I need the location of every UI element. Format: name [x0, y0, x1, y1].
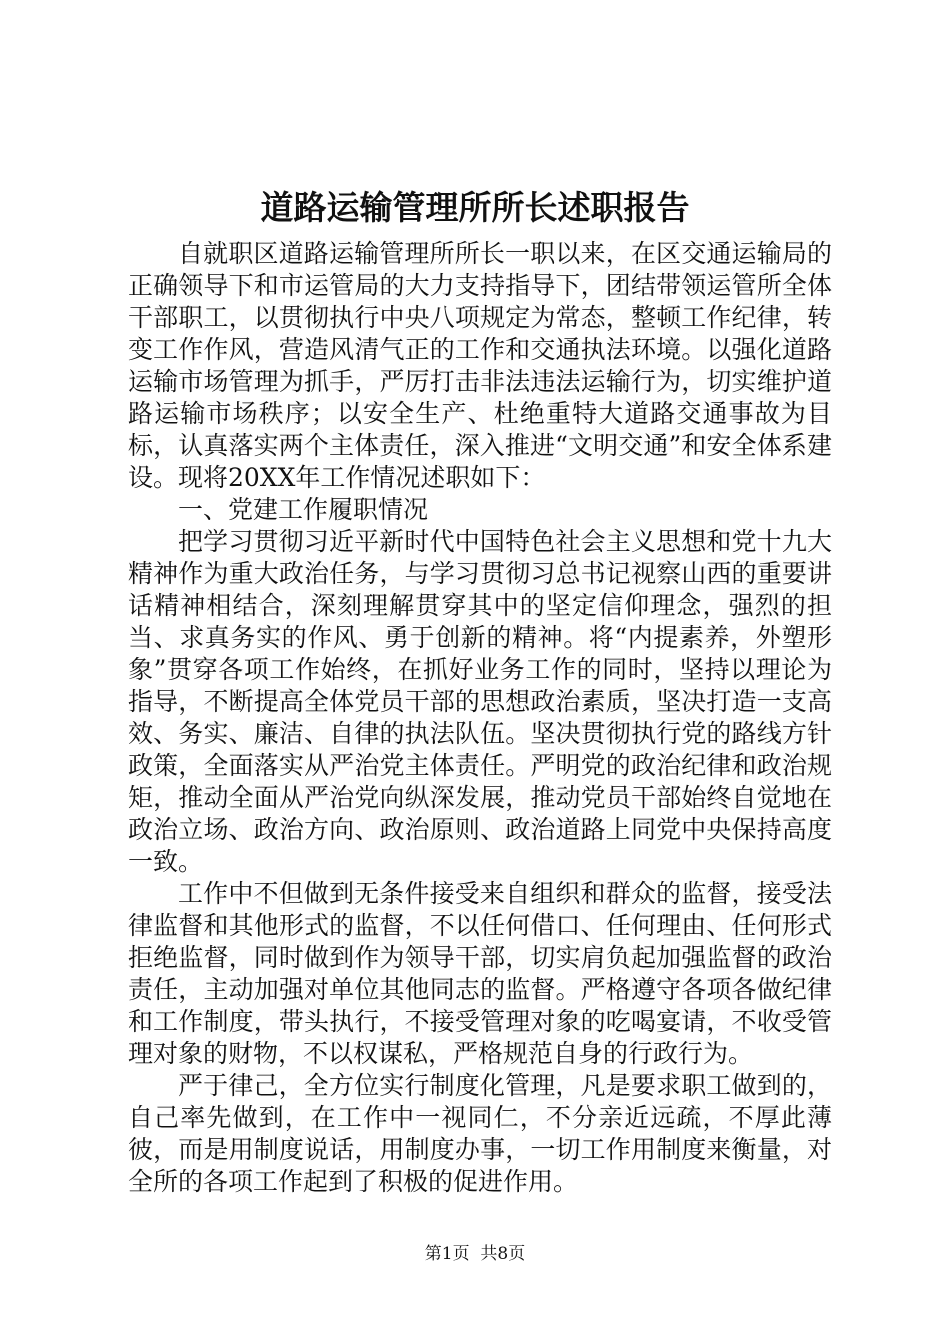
paragraph-supervision: 工作中不但做到无条件接受来自组织和群众的监督，接受法律监督和其他形式的监督，不以任何借口、任何理由、任何形式拒绝监督，同时做到作为领导干部，切实肩负起加强监督的政治责任，主动加强对单位其他同志的监督。严格遵守各项各做纪律和工作制度，带头执行，不接受管理对象的吃喝宴请，不收受管理对象的财物，不以权谋私，严格规范自身的行政行为。 [128, 879, 832, 1068]
paragraph-self-discipline: 严于律己，全方位实行制度化管理，凡是要求职工做到的，自己率先做到，在工作中一视同仁，不分亲近远疏，不厚此薄彼，而是用制度说话，用制度办事，一切工作用制度来衡量，对全所的各项工作起到了积极的促进作用。 [128, 1071, 832, 1196]
paragraph-intro: 自就职区道路运输管理所所长一职以来，在区交通运输局的正确领导下和市运管局的大力支持指导下，团结带领运管所全体干部职工，以贯彻执行中央八项规定为常态，整顿工作纪律，转变工作作风，营造风清气正的工作和交通执法环境。以强化道路运输市场管理为抓手，严厉打击非法违法运输行为，切实维护道路运输市场秩序；以安全生产、杜绝重特大道路交通事故为目标，认真落实两个主体责任，深入推进“文明交通”和安全体系建设。现将20XX年工作情况述职如下： [128, 239, 832, 492]
section-heading-party-building: 一、党建工作履职情况 [178, 495, 429, 524]
document-title: 道路运输管理所所长述职报告 [260, 188, 690, 227]
page-footer: 第1页 共8页 [424, 1244, 526, 1264]
document-body [128, 238, 832, 1198]
paragraph-party-building: 把学习贯彻习近平新时代中国特色社会主义思想和党十九大精神作为重大政治任务，与学习贯彻习总书记视察山西的重要讲话精神相结合，深刻理解贯穿其中的坚定信仰理念，强烈的担当、求真务实的作风、勇于创新的精神。将“内提素养，外塑形象”贯穿各项工作始终，在抓好业务工作的同时，坚持以理论为指导，不断提高全体党员干部的思想政治素质，坚决打造一支高效、务实、廉洁、自律的执法队伍。坚决贯彻执行党的路线方针政策，全面落实从严治党主体责任。严明党的政治纪律和政治规矩，推动全面从严治党向纵深发展，推动党员干部始终自觉地在政治立场、政治方向、政治原则、政治道路上同党中央保持高度一致。 [128, 527, 832, 876]
